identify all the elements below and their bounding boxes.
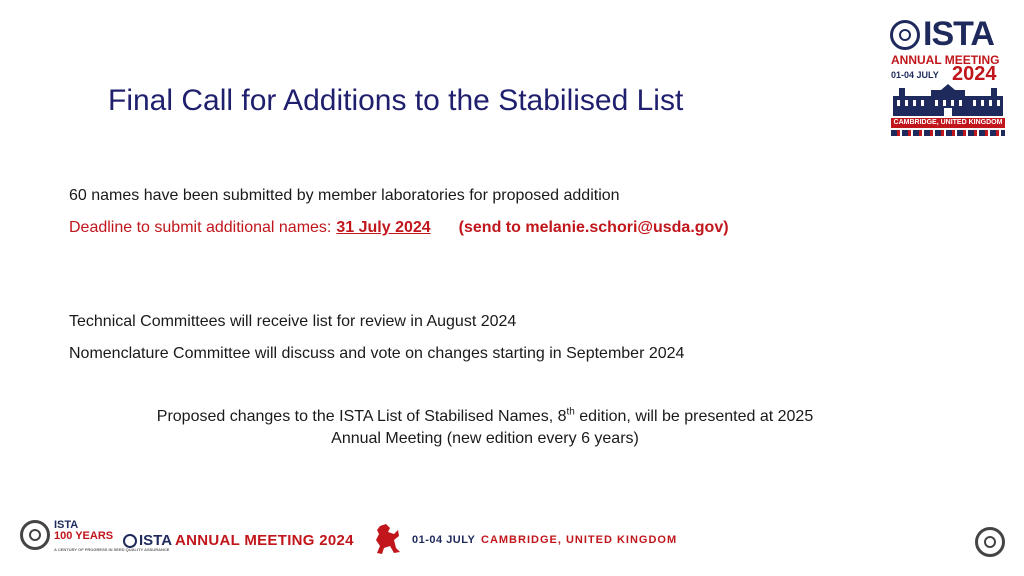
submitted-names-text: 60 names have been submitted by member laboratories for proposed addition xyxy=(69,187,620,204)
logo-location: CAMBRIDGE, UNITED KINGDOM xyxy=(891,118,1005,128)
ista-100-tagline: A CENTURY OF PROGRESS IN SEED QUALITY ASSURANCE xyxy=(54,547,170,552)
college-building-icon xyxy=(891,84,1005,116)
footer-annual-meeting: ANNUAL MEETING 2024 xyxy=(175,532,354,549)
ista-100-seal-icon xyxy=(20,520,50,550)
ista-100-label: ISTA xyxy=(54,519,79,531)
logo-ista: ISTA xyxy=(923,15,994,53)
annual-meeting-logo xyxy=(890,16,1006,138)
footer-location: CAMBRIDGE, UNITED KINGDOM xyxy=(481,534,678,546)
deadline-date: 31 July 2024 xyxy=(336,219,431,236)
ista-100-years: 100 YEARS xyxy=(54,530,114,542)
nomenclature-committee-text: Nomenclature Committee will discuss and vote on changes starting in September 2024 xyxy=(69,345,685,362)
ista-seal-right-icon xyxy=(975,527,1005,557)
proposed-changes-line2: Annual Meeting (new edition every 6 years) xyxy=(331,430,639,447)
technical-committees-text: Technical Committees will receive list for review in August 2024 xyxy=(69,313,517,330)
ista-seal-icon xyxy=(890,20,920,50)
deadline-label: Deadline to submit additional names: xyxy=(69,219,332,236)
proposed-text-b: edition, will be presented at 2025 xyxy=(574,408,814,425)
logo-year: 2024 xyxy=(952,63,997,85)
deadline-line xyxy=(69,219,729,237)
proposed-changes-line1 xyxy=(60,406,910,428)
logo-annual-meeting: ANNUAL MEETING xyxy=(891,53,1000,67)
slide-title: Final Call for Additions to the Stabilised List xyxy=(108,84,684,117)
proposed-text-a: Proposed changes to the ISTA List of Stabilised Names, 8 xyxy=(156,408,567,425)
footer-ista-seal-icon xyxy=(123,534,137,548)
red-lion-icon xyxy=(372,522,402,556)
logo-dates: 01-04 JULY xyxy=(891,70,939,80)
logo-stripes xyxy=(891,130,1005,136)
edition-superscript: th xyxy=(566,406,575,418)
footer-dates: 01-04 JULY xyxy=(412,534,476,546)
footer-ista: ISTA xyxy=(139,532,173,549)
deadline-send-email: (send to melanie.schori@usda.gov) xyxy=(458,219,729,236)
